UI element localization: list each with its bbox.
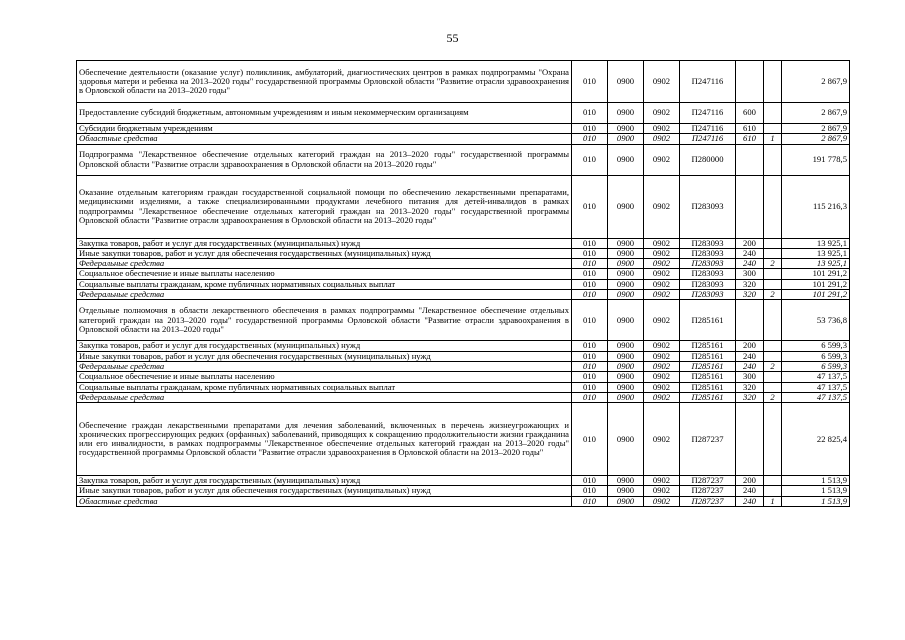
- code-expense-type: 240: [736, 486, 764, 496]
- code-funding-source: [764, 61, 782, 103]
- code-target-article: П283093: [680, 269, 736, 279]
- row-description: Отдельные полномочия в области лекарственного обеспечения в рамках подпрограммы "Лекарственное обеспечение отдельных категорий граждан на 2013–2020 годы" государственной программы Орловской области "Развитие отрасли здравоохранения в Орловской области на 2013–2020 годы": [77, 300, 572, 341]
- code-ministry: 010: [572, 124, 608, 134]
- code-section: 0900: [608, 290, 644, 300]
- code-section: 0900: [608, 382, 644, 392]
- table-row: [77, 61, 850, 103]
- code-funding-source: 2: [764, 361, 782, 371]
- amount: 47 137,5: [782, 382, 850, 392]
- code-subsection: 0902: [644, 382, 680, 392]
- code-expense-type: [736, 61, 764, 103]
- amount: 115 216,3: [782, 175, 850, 238]
- table-row: [77, 279, 850, 289]
- code-subsection: 0902: [644, 269, 680, 279]
- code-section: 0900: [608, 259, 644, 269]
- table-row: [77, 134, 850, 144]
- amount: 1 513,9: [782, 496, 850, 506]
- table-row: [77, 103, 850, 124]
- code-target-article: П247116: [680, 134, 736, 144]
- code-section: 0900: [608, 248, 644, 258]
- page-number: 55: [446, 31, 459, 45]
- code-subsection: 0902: [644, 103, 680, 124]
- code-target-article: П285161: [680, 300, 736, 341]
- code-target-article: П283093: [680, 175, 736, 238]
- code-subsection: 0902: [644, 134, 680, 144]
- code-subsection: 0902: [644, 486, 680, 496]
- row-description: Социальные выплаты гражданам, кроме публичных нормативных социальных выплат: [77, 279, 572, 289]
- code-expense-type: 240: [736, 496, 764, 506]
- code-ministry: 010: [572, 496, 608, 506]
- amount: 13 925,1: [782, 248, 850, 258]
- code-expense-type: 200: [736, 341, 764, 351]
- row-description: Социальное обеспечение и иные выплаты населению: [77, 372, 572, 382]
- row-description: Иные закупки товаров, работ и услуг для обеспечения государственных (муниципальных) нужд: [77, 486, 572, 496]
- code-funding-source: 2: [764, 259, 782, 269]
- row-description: Иные закупки товаров, работ и услуг для обеспечения государственных (муниципальных) нужд: [77, 248, 572, 258]
- code-ministry: 010: [572, 259, 608, 269]
- code-target-article: П285161: [680, 351, 736, 361]
- code-subsection: 0902: [644, 372, 680, 382]
- code-funding-source: [764, 351, 782, 361]
- code-expense-type: 200: [736, 238, 764, 248]
- code-section: 0900: [608, 61, 644, 103]
- code-target-article: П287237: [680, 476, 736, 486]
- row-description: Социальные выплаты гражданам, кроме публичных нормативных социальных выплат: [77, 382, 572, 392]
- code-funding-source: [764, 144, 782, 175]
- amount: 2 867,9: [782, 61, 850, 103]
- row-description: Закупка товаров, работ и услуг для государственных (муниципальных) нужд: [77, 476, 572, 486]
- table-row: [77, 392, 850, 402]
- code-target-article: П287237: [680, 403, 736, 476]
- table-row: [77, 300, 850, 341]
- amount: 13 925,1: [782, 259, 850, 269]
- amount: 53 736,8: [782, 300, 850, 341]
- amount: 191 778,5: [782, 144, 850, 175]
- code-funding-source: 2: [764, 392, 782, 402]
- amount: 101 291,2: [782, 279, 850, 289]
- code-subsection: 0902: [644, 361, 680, 371]
- code-subsection: 0902: [644, 351, 680, 361]
- amount: 47 137,5: [782, 392, 850, 402]
- code-ministry: 010: [572, 382, 608, 392]
- code-section: 0900: [608, 175, 644, 238]
- code-subsection: 0902: [644, 124, 680, 134]
- code-subsection: 0902: [644, 279, 680, 289]
- code-subsection: 0902: [644, 248, 680, 258]
- row-description: Подпрограмма "Лекарственное обеспечение отдельных категорий граждан на 2013–2020 годы" государственной программы Орловской области "Развитие отрасли здравоохранения в Орловской области на 2013–2020 годы": [77, 144, 572, 175]
- code-funding-source: [764, 300, 782, 341]
- code-ministry: 010: [572, 279, 608, 289]
- row-description: Иные закупки товаров, работ и услуг для обеспечения государственных (муниципальных) нужд: [77, 351, 572, 361]
- code-subsection: 0902: [644, 392, 680, 402]
- code-ministry: 010: [572, 476, 608, 486]
- table-body: [77, 61, 850, 507]
- code-ministry: 010: [572, 290, 608, 300]
- code-expense-type: 300: [736, 372, 764, 382]
- code-subsection: 0902: [644, 175, 680, 238]
- code-expense-type: 300: [736, 269, 764, 279]
- code-subsection: 0902: [644, 238, 680, 248]
- table-row: [77, 124, 850, 134]
- table-row: [77, 351, 850, 361]
- row-description: Федеральные средства: [77, 290, 572, 300]
- row-description: Областные средства: [77, 496, 572, 506]
- code-subsection: 0902: [644, 476, 680, 486]
- amount: 101 291,2: [782, 269, 850, 279]
- budget-table: [76, 60, 850, 507]
- row-description: Социальное обеспечение и иные выплаты населению: [77, 269, 572, 279]
- amount: 101 291,2: [782, 290, 850, 300]
- code-target-article: П285161: [680, 372, 736, 382]
- code-section: 0900: [608, 392, 644, 402]
- code-funding-source: [764, 372, 782, 382]
- code-ministry: 010: [572, 392, 608, 402]
- code-funding-source: [764, 279, 782, 289]
- code-target-article: П280000: [680, 144, 736, 175]
- row-description: Федеральные средства: [77, 361, 572, 371]
- amount: 13 925,1: [782, 238, 850, 248]
- code-target-article: П283093: [680, 290, 736, 300]
- code-funding-source: [764, 382, 782, 392]
- code-funding-source: [764, 238, 782, 248]
- code-target-article: П285161: [680, 382, 736, 392]
- code-ministry: 010: [572, 341, 608, 351]
- row-description: Федеральные средства: [77, 259, 572, 269]
- code-subsection: 0902: [644, 144, 680, 175]
- code-ministry: 010: [572, 134, 608, 144]
- code-expense-type: 610: [736, 134, 764, 144]
- table-row: [77, 476, 850, 486]
- code-funding-source: [764, 486, 782, 496]
- row-description: Обеспечение деятельности (оказание услуг) поликлиник, амбулаторий, диагностических центров в рамках подпрограммы "Охрана здоровья матери и ребенка на 2013–2020 годы" государственной программы Орловской области "Развитие отрасли здравоохранения в Орловской области на 2013–2020 годы": [77, 61, 572, 103]
- code-target-article: П283093: [680, 248, 736, 258]
- table-row: [77, 403, 850, 476]
- code-section: 0900: [608, 361, 644, 371]
- code-section: 0900: [608, 238, 644, 248]
- code-section: 0900: [608, 144, 644, 175]
- code-target-article: П285161: [680, 341, 736, 351]
- code-ministry: 010: [572, 238, 608, 248]
- code-target-article: П285161: [680, 361, 736, 371]
- table-row: [77, 361, 850, 371]
- row-description: Субсидии бюджетным учреждениям: [77, 124, 572, 134]
- code-expense-type: 320: [736, 392, 764, 402]
- code-expense-type: 240: [736, 351, 764, 361]
- amount: 6 599,3: [782, 361, 850, 371]
- code-subsection: 0902: [644, 341, 680, 351]
- row-description: Областные средства: [77, 134, 572, 144]
- amount: 6 599,3: [782, 341, 850, 351]
- code-expense-type: [736, 144, 764, 175]
- table-row: [77, 259, 850, 269]
- code-section: 0900: [608, 103, 644, 124]
- table-row: [77, 382, 850, 392]
- code-subsection: 0902: [644, 259, 680, 269]
- code-subsection: 0902: [644, 403, 680, 476]
- code-expense-type: 320: [736, 290, 764, 300]
- table-row: [77, 341, 850, 351]
- code-expense-type: 320: [736, 279, 764, 289]
- code-subsection: 0902: [644, 300, 680, 341]
- code-section: 0900: [608, 403, 644, 476]
- code-section: 0900: [608, 269, 644, 279]
- code-funding-source: [764, 269, 782, 279]
- code-target-article: П247116: [680, 103, 736, 124]
- code-expense-type: 320: [736, 382, 764, 392]
- table-row: [77, 175, 850, 238]
- code-funding-source: [764, 124, 782, 134]
- code-expense-type: [736, 300, 764, 341]
- code-subsection: 0902: [644, 290, 680, 300]
- code-expense-type: [736, 175, 764, 238]
- table-row: [77, 248, 850, 258]
- code-funding-source: [764, 476, 782, 486]
- code-funding-source: [764, 403, 782, 476]
- code-ministry: 010: [572, 361, 608, 371]
- code-target-article: П283093: [680, 259, 736, 269]
- code-expense-type: 240: [736, 361, 764, 371]
- code-target-article: П247116: [680, 61, 736, 103]
- code-ministry: 010: [572, 372, 608, 382]
- amount: 1 513,9: [782, 476, 850, 486]
- code-target-article: П287237: [680, 496, 736, 506]
- code-expense-type: 200: [736, 476, 764, 486]
- row-description: Обеспечение граждан лекарственными препаратами для лечения заболеваний, включенных в перечень жизнеугрожающих и хронических прогрессирующих редких (орфанных) заболеваний, приводящих к сокращению продолжительности жизни гражданина или его инвалидности, в рамках подпрограммы "Лекарственное обеспечение отдельных категорий граждан на 2013–2020 годы" государственной программы Орловской области "Развитие отрасли здравоохранения в Орловской области на 2013–2020 годы": [77, 403, 572, 476]
- table-row: [77, 290, 850, 300]
- code-section: 0900: [608, 341, 644, 351]
- code-target-article: П283093: [680, 279, 736, 289]
- amount: 2 867,9: [782, 124, 850, 134]
- code-section: 0900: [608, 279, 644, 289]
- code-funding-source: 1: [764, 496, 782, 506]
- table-row: [77, 372, 850, 382]
- code-ministry: 010: [572, 144, 608, 175]
- row-description: Предоставление субсидий бюджетным, автономным учреждениям и иным некоммерческим организациям: [77, 103, 572, 124]
- code-section: 0900: [608, 124, 644, 134]
- code-funding-source: [764, 175, 782, 238]
- code-section: 0900: [608, 134, 644, 144]
- code-funding-source: [764, 248, 782, 258]
- table-row: [77, 144, 850, 175]
- amount: 1 513,9: [782, 486, 850, 496]
- code-ministry: 010: [572, 175, 608, 238]
- code-target-article: П287237: [680, 486, 736, 496]
- row-description: Оказание отдельным категориям граждан государственной социальной помощи по обеспечению лекарственными препаратами, медицинскими изделиями, а также специализированными продуктами лечебного питания для детей-инвалидов в рамках подпрограммы "Лекарственное обеспечение отдельных категорий граждан на 2013–2020 годы" государственной программы Орловской области "Развитие отрасли здравоохранения в Орловской области на 2013–2020 годы": [77, 175, 572, 238]
- amount: 2 867,9: [782, 103, 850, 124]
- code-section: 0900: [608, 486, 644, 496]
- code-subsection: 0902: [644, 496, 680, 506]
- amount: 22 825,4: [782, 403, 850, 476]
- table-row: [77, 238, 850, 248]
- code-ministry: 010: [572, 486, 608, 496]
- code-ministry: 010: [572, 403, 608, 476]
- table-row: [77, 486, 850, 496]
- code-ministry: 010: [572, 103, 608, 124]
- code-ministry: 010: [572, 300, 608, 341]
- code-section: 0900: [608, 372, 644, 382]
- code-section: 0900: [608, 300, 644, 341]
- code-funding-source: [764, 103, 782, 124]
- code-expense-type: [736, 403, 764, 476]
- code-ministry: 010: [572, 351, 608, 361]
- code-expense-type: 240: [736, 248, 764, 258]
- code-target-article: П283093: [680, 238, 736, 248]
- amount: 6 599,3: [782, 351, 850, 361]
- code-section: 0900: [608, 351, 644, 361]
- code-expense-type: 240: [736, 259, 764, 269]
- code-funding-source: 1: [764, 134, 782, 144]
- row-description: Федеральные средства: [77, 392, 572, 402]
- code-funding-source: [764, 341, 782, 351]
- code-funding-source: 2: [764, 290, 782, 300]
- table-row: [77, 269, 850, 279]
- code-expense-type: 610: [736, 124, 764, 134]
- code-section: 0900: [608, 476, 644, 486]
- row-description: Закупка товаров, работ и услуг для государственных (муниципальных) нужд: [77, 238, 572, 248]
- amount: 2 867,9: [782, 134, 850, 144]
- amount: 47 137,5: [782, 372, 850, 382]
- code-expense-type: 600: [736, 103, 764, 124]
- row-description: Закупка товаров, работ и услуг для государственных (муниципальных) нужд: [77, 341, 572, 351]
- code-target-article: П285161: [680, 392, 736, 402]
- code-ministry: 010: [572, 248, 608, 258]
- code-subsection: 0902: [644, 61, 680, 103]
- table-row: [77, 496, 850, 506]
- code-ministry: 010: [572, 269, 608, 279]
- code-target-article: П247116: [680, 124, 736, 134]
- code-ministry: 010: [572, 61, 608, 103]
- code-section: 0900: [608, 496, 644, 506]
